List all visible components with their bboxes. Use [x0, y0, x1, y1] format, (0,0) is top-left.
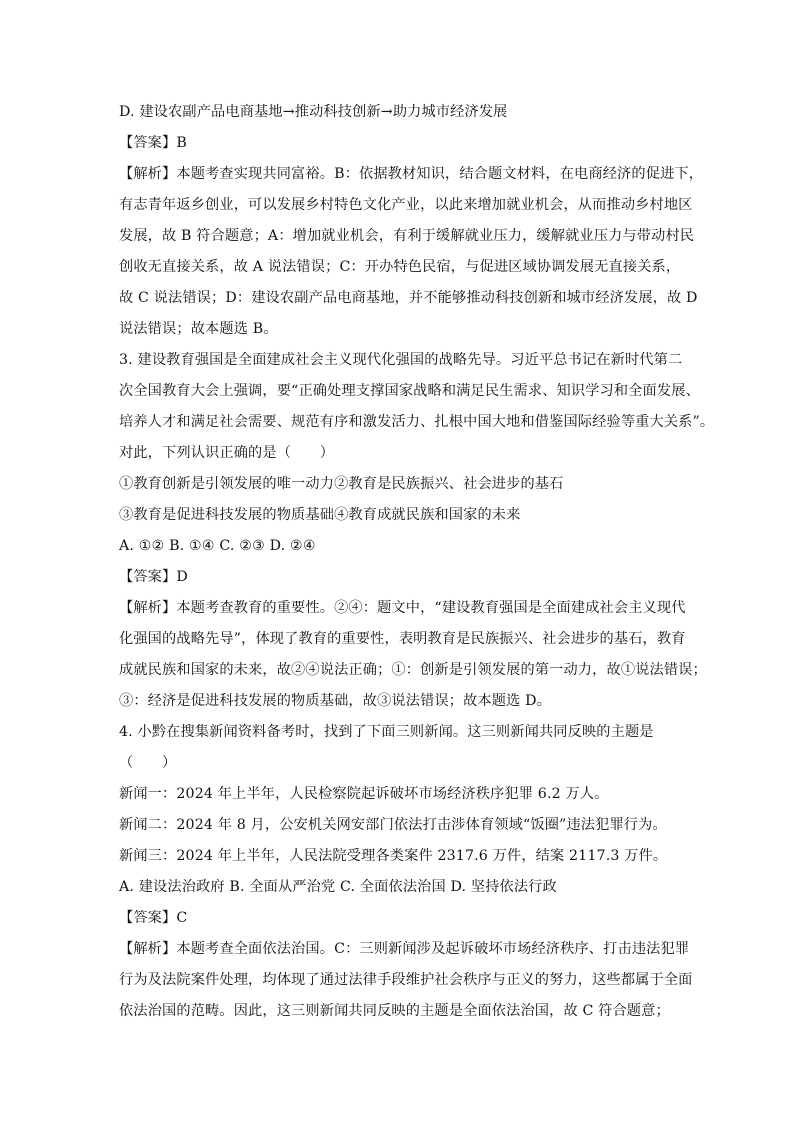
analysis-line: 创收无直接关系，故 A 说法错误；C：开办特色民宿，与促进区域协调发展无直接关系，	[119, 259, 681, 275]
statement-line: ①教育创新是引领发展的唯一动力②教育是民族振兴、社会进步的基石	[119, 476, 564, 492]
analysis-line: ③：经济是促进科技发展的物质基础，故③说法错误；故本题选 D。	[119, 693, 551, 709]
option-d-line: D. 建设农副产品电商基地→推动科技创新→助力城市经济发展	[119, 104, 508, 120]
options-line: A. ①② B. ①④ C. ②③ D. ②④	[119, 538, 316, 554]
answer-label: 【答案】B	[119, 135, 187, 151]
news-line: 新闻二：2024 年 8 月，公安机关网安部门依法打击涉体育领域“饭圈”违法犯罪行为。	[119, 817, 667, 833]
analysis-line: 依法治国的范畴。因此，这三则新闻共同反映的主题是全面依法治国，故 C 符合题意；	[119, 1003, 670, 1019]
statement-line: ③教育是促进科技发展的物质基础④教育成就民族和国家的未来	[119, 507, 521, 523]
analysis-line: 【解析】本题考查实现共同富裕。B：依据教材知识，结合题文材料，在电商经济的促进下，	[119, 166, 704, 182]
answer-label: 【答案】C	[119, 910, 188, 926]
analysis-line: 【解析】本题考查教育的重要性。②④：题文中，“建设教育强国是全面建成社会主义现代	[119, 600, 686, 616]
analysis-line: 发展，故 B 符合题意；A：增加就业机会，有利于缓解就业压力，缓解就业压力与带动村民	[119, 228, 695, 244]
analysis-line: 有志青年返乡创业，可以发展乡村特色文化产业，以此来增加就业机会，从而推动乡村地区	[119, 197, 693, 213]
question-3-line: 3. 建设教育强国是全面建成社会主义现代化强国的战略先导。习近平总书记在新时代第二	[119, 352, 683, 368]
news-line: 新闻三：2024 年上半年，人民法院受理各类案件 2317.6 万件，结案 2117.3 万件。	[119, 848, 668, 864]
question-4-line: （ ）	[119, 755, 177, 771]
options-line: A. 建设法治政府 B. 全面从严治党 C. 全面依法治国 D. 坚持依法行政	[119, 879, 557, 895]
question-4-line: 4. 小黔在搜集新闻资料备考时，找到了下面三则新闻。这三则新闻共同反映的主题是	[119, 724, 654, 740]
analysis-line: 化强国的战略先导”，体现了教育的重要性，表明教育是民族振兴、社会进步的基石，教育	[119, 631, 686, 647]
answer-label: 【答案】D	[119, 569, 188, 585]
question-3-line: 次全国教育大会上强调，要“正确处理支撑国家战略和满足民生需求、知识学习和全面发展、	[119, 383, 700, 399]
news-line: 新闻一：2024 年上半年，人民检察院起诉破坏市场经济秩序犯罪 6.2 万人。	[119, 786, 609, 802]
question-3-line: 培养人才和满足社会需要、规范有序和激发活力、扎根中国大地和借鉴国际经验等重大关系”。	[119, 414, 715, 430]
analysis-line: 行为及法院案件处理，均体现了通过法律手段维护社会秩序与正义的努力，这些都属于全面	[119, 972, 693, 988]
question-3-line: 对此，下列认识正确的是（ ）	[119, 445, 335, 461]
analysis-line: 说法错误；故本题选 B。	[119, 321, 278, 337]
analysis-line: 成就民族和国家的未来，故②④说法正确；①：创新是引领发展的第一动力，故①说法错误；	[119, 662, 707, 678]
analysis-line: 故 C 说法错误；D：建设农副产品电商基地，并不能够推动科技创新和城市经济发展，故 D	[119, 290, 698, 306]
analysis-line: 【解析】本题考查全面依法治国。C：三则新闻涉及起诉破坏市场经济秩序、打击违法犯罪	[119, 941, 690, 957]
